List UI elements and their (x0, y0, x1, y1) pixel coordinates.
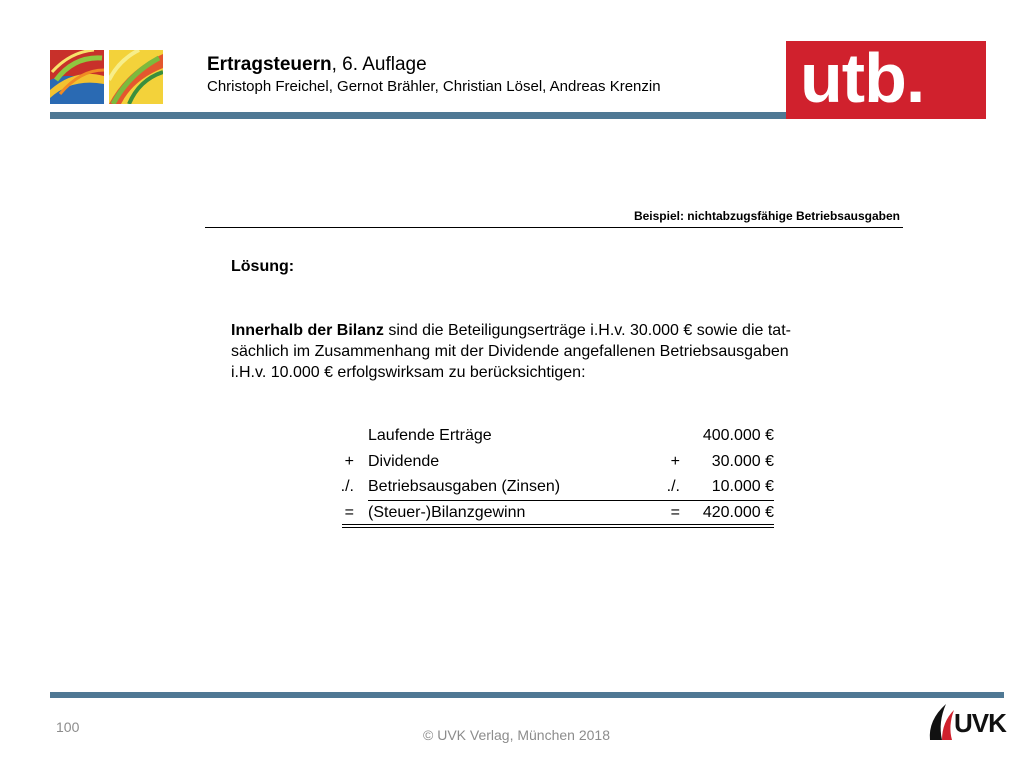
header-divider-bar (50, 112, 850, 119)
calc-row-laufende-ertraege (342, 425, 774, 451)
book-authors: Christoph Freichel, Gernot Brähler, Christian Lösel, Andreas Krenzin (207, 78, 661, 95)
calc-label: Betriebsausgaben (Zinsen) (368, 478, 561, 495)
calc-row-betriebsausgaben (342, 476, 774, 502)
calc-value-sign: + (670, 452, 680, 470)
calc-value-sign: = (670, 503, 680, 521)
copyright-notice: © UVK Verlag, München 2018 (423, 727, 610, 743)
footer-divider-bar (50, 692, 1004, 698)
calc-label: (Steuer-)Bilanzgewinn (368, 503, 526, 521)
paragraph-line-1-text: sind die Beteiligungserträge i.H.v. 30.000 € sowie die tat- (383, 322, 791, 339)
calc-label: Laufende Erträge (368, 427, 492, 444)
utb-logo-text: utb. (800, 39, 925, 117)
utb-logo (786, 41, 986, 119)
profit-calculation-table (342, 425, 774, 527)
calc-value-sign: ./. (666, 478, 680, 495)
calc-value: 30.000 € (711, 452, 774, 470)
calc-sign: = (344, 503, 354, 521)
book-title (207, 54, 427, 76)
calc-label: Dividende (368, 452, 440, 470)
calc-sign: ./. (340, 478, 354, 495)
subtotal-rule-value (680, 500, 774, 501)
example-title: Beispiel: nichtabzugsfähige Betriebsausgaben (633, 209, 900, 223)
uvk-logo-text: UVK (954, 708, 1006, 738)
calc-value: 10.000 € (711, 478, 774, 495)
solution-paragraph (231, 320, 871, 383)
total-double-rule-top (342, 524, 774, 525)
paragraph-line-1 (231, 320, 871, 341)
cover-thumbnail-right (109, 50, 163, 104)
subtotal-rule-label (368, 500, 680, 501)
paragraph-emphasis: Innerhalb der Bilanz (231, 322, 384, 339)
book-title-edition: , 6. Auflage (331, 54, 427, 75)
calc-row-dividende (342, 451, 774, 477)
paragraph-line-3: i.H.v. 10.000 € erfolgswirksam zu berücksichtigen: (231, 364, 586, 381)
uvk-sail-icon (926, 702, 956, 742)
calc-value: 400.000 € (702, 427, 774, 444)
paragraph-line-2: sächlich im Zusammenhang mit der Dividende angefallenen Betriebsausgaben (231, 343, 789, 360)
total-double-rule-bottom (342, 527, 774, 528)
calc-sign: + (344, 452, 354, 470)
calc-value: 420.000 € (702, 503, 774, 521)
solution-label: Lösung: (231, 258, 295, 275)
book-title-name: Ertragsteuern (207, 54, 332, 75)
example-title-rule (205, 227, 903, 228)
cover-thumbnail-left (50, 50, 104, 104)
page-number: 100 (56, 719, 80, 735)
uvk-logo (924, 700, 1008, 744)
